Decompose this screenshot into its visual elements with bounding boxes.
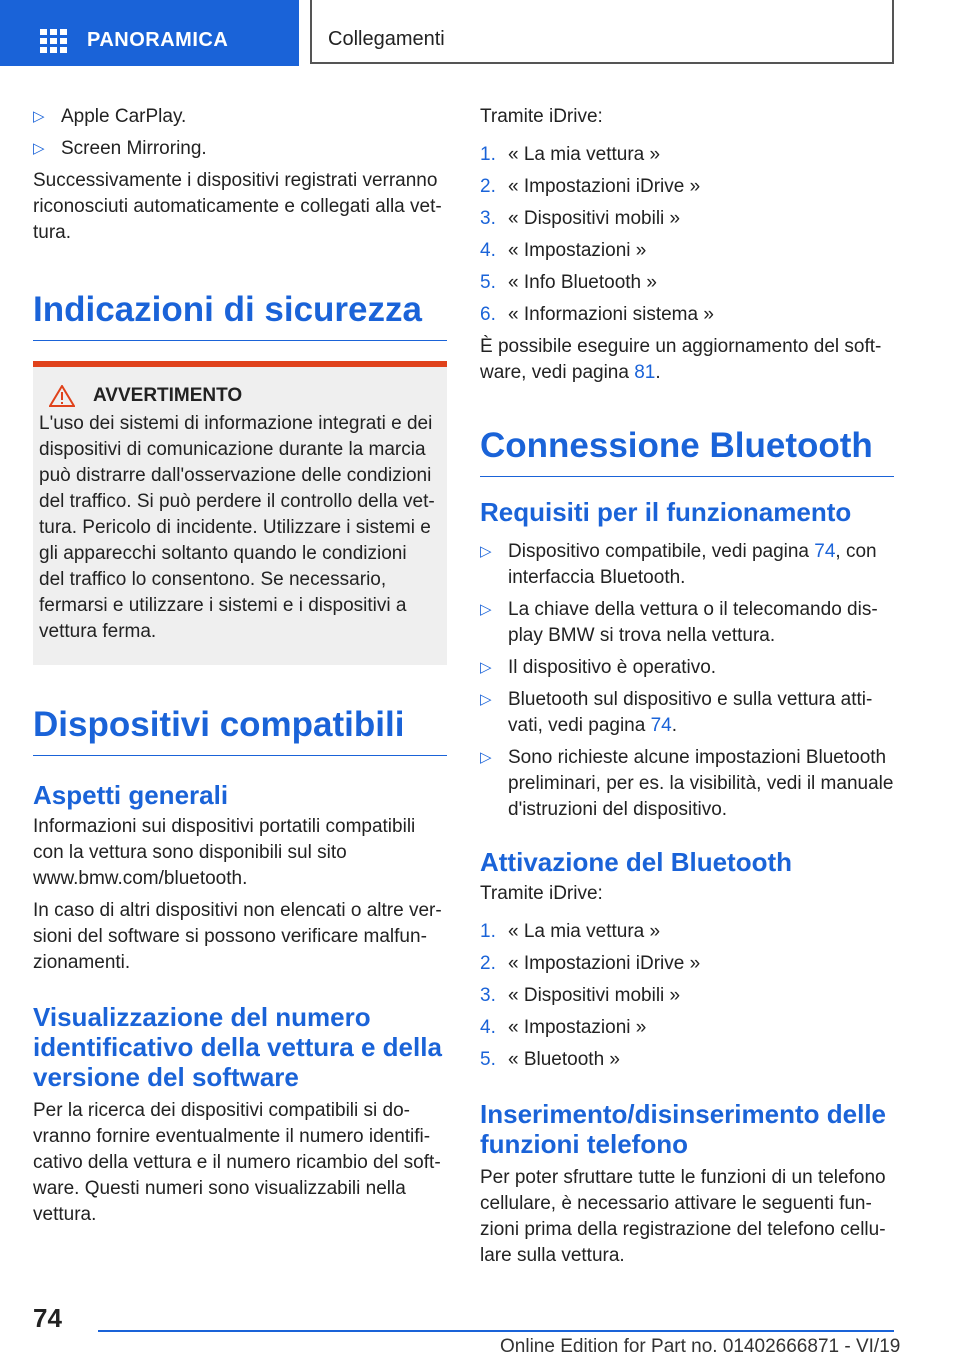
triangle-bullet-icon: ▷ [33,140,45,157]
list-item: 5. « Bluetooth » [480,1049,620,1070]
list-item: 6. « Informazioni sistema » [480,304,714,325]
triangle-bullet-icon: ▷ [480,601,492,618]
list-item: ▷ Screen Mirroring. [33,136,447,162]
warning-box [33,361,447,665]
paragraph: In caso di altri dispositivi non elencati o altre versioni del software si possono verificare malfunzionamenti. [33,900,442,973]
section-tab-label: Collegamenti [328,28,445,50]
list-item: ▷ Il dispositivo è operativo. [480,655,894,681]
list-item: ▷ Sono richieste alcune impostazioni Bluetooth preliminari, per es. la visibilità, vedi il manuale d'istruzioni del dispositivo. [480,747,894,820]
list-item: 1. « La mia vettura » [480,144,661,165]
section-tab[interactable] [310,0,894,64]
page-link[interactable]: 74 [650,715,672,736]
grid-icon [40,29,68,53]
heading-safety: Indicazioni di sicurezza [33,288,447,341]
paragraph: Informazioni sui dispositivi portatili compatibili con la vettura sono disponibili sul sito www.bmw.com/bluetooth. [33,816,416,889]
paragraph: È possibile eseguire un aggiornamento del software, vedi pagina 81. [480,336,882,383]
page-number: 74 [33,1303,62,1333]
heading-general: Aspetti generali [33,780,229,810]
heading-bluetooth-connection: Connessione Bluetooth [480,424,894,477]
warning-text: L'uso dei sistemi di informazione integrati e dei dispositivi di comunicazione durante la marcia può distrarre dall'osservazione delle condizioni del traffico. Si può perdere il controllo della vettura. Pericolo di incidente. Utilizzare i sistemi e gli apparecchi soltanto quando le condizioni del traffico lo consentono. Se necessario, fermarsi e utilizzare i sistemi e i dispositivi a vettura ferma. [39,413,435,642]
triangle-bullet-icon: ▷ [480,749,492,766]
list-item: 2. « Impostazioni iDrive » [480,176,701,197]
list-item: 5. « Info Bluetooth » [480,272,657,293]
footer-divider [98,1330,894,1332]
right-column [480,100,894,1269]
warning-title: AVVERTIMENTO [93,385,243,406]
idrive-label: Tramite iDrive: [480,883,603,904]
list-item: ▷ La chiave della vettura o il telecomando display BMW si trova nella vettura. [480,599,878,646]
list-item: ▷ Dispositivo compatibile, vedi pagina 74, con interfaccia Bluetooth. [480,541,877,588]
heading-vehicle-id: Visualizzazione del numero identificativo della vettura e della versione del software [33,1002,442,1092]
list-item: ▷ Apple CarPlay. [33,104,447,130]
triangle-bullet-icon: ▷ [480,543,492,560]
list-item: 3. « Dispositivi mobili » [480,985,681,1006]
triangle-bullet-icon: ▷ [33,108,45,125]
list-item: ▷ Bluetooth sul dispositivo e sulla vettura attivati, vedi pagina 74. [480,689,873,736]
top-bar [0,0,960,66]
list-item: 1. « La mia vettura » [480,921,661,942]
triangle-bullet-icon: ▷ [480,659,492,676]
paragraph: Successivamente i dispositivi registrati verranno riconosciuti automaticamente e collegati alla vettura. [33,170,442,243]
triangle-bullet-icon: ▷ [480,691,492,708]
edition-text: Online Edition for Part no. 01402666871 - VI/19 [500,1336,901,1357]
list-item: 2. « Impostazioni iDrive » [480,953,701,974]
overview-label: PANORAMICA [87,29,229,51]
heading-compatible-devices: Dispositivi compatibili [33,703,447,756]
heading-activate-bluetooth: Attivazione del Bluetooth [480,847,792,877]
overview-button[interactable] [0,0,299,66]
page-link[interactable]: 81 [634,362,656,383]
left-column [33,100,447,1228]
list-item: 4. « Impostazioni » [480,1017,647,1038]
heading-requirements: Requisiti per il funzionamento [480,497,852,527]
idrive-label: Tramite iDrive: [480,106,603,127]
list-item: 3. « Dispositivi mobili » [480,208,681,229]
list-item: 4. « Impostazioni » [480,240,647,261]
warning-triangle-icon [49,385,75,407]
paragraph: Per poter sfruttare tutte le funzioni di un telefono cellulare, è necessario attivare le seguenti funzioni prima della registrazione del telefono cellulare sulla vettura. [480,1167,886,1266]
heading-phone-functions: Inserimento/disinserimento delle funzioni telefono [480,1099,886,1159]
paragraph: Per la ricerca dei dispositivi compatibili si dovranno fornire eventualmente il numero identificativo della vettura e il numero ricambio del software. Questi numeri sono visualizzabili nella vettura. [33,1100,441,1225]
page-link[interactable]: 74 [814,541,836,562]
